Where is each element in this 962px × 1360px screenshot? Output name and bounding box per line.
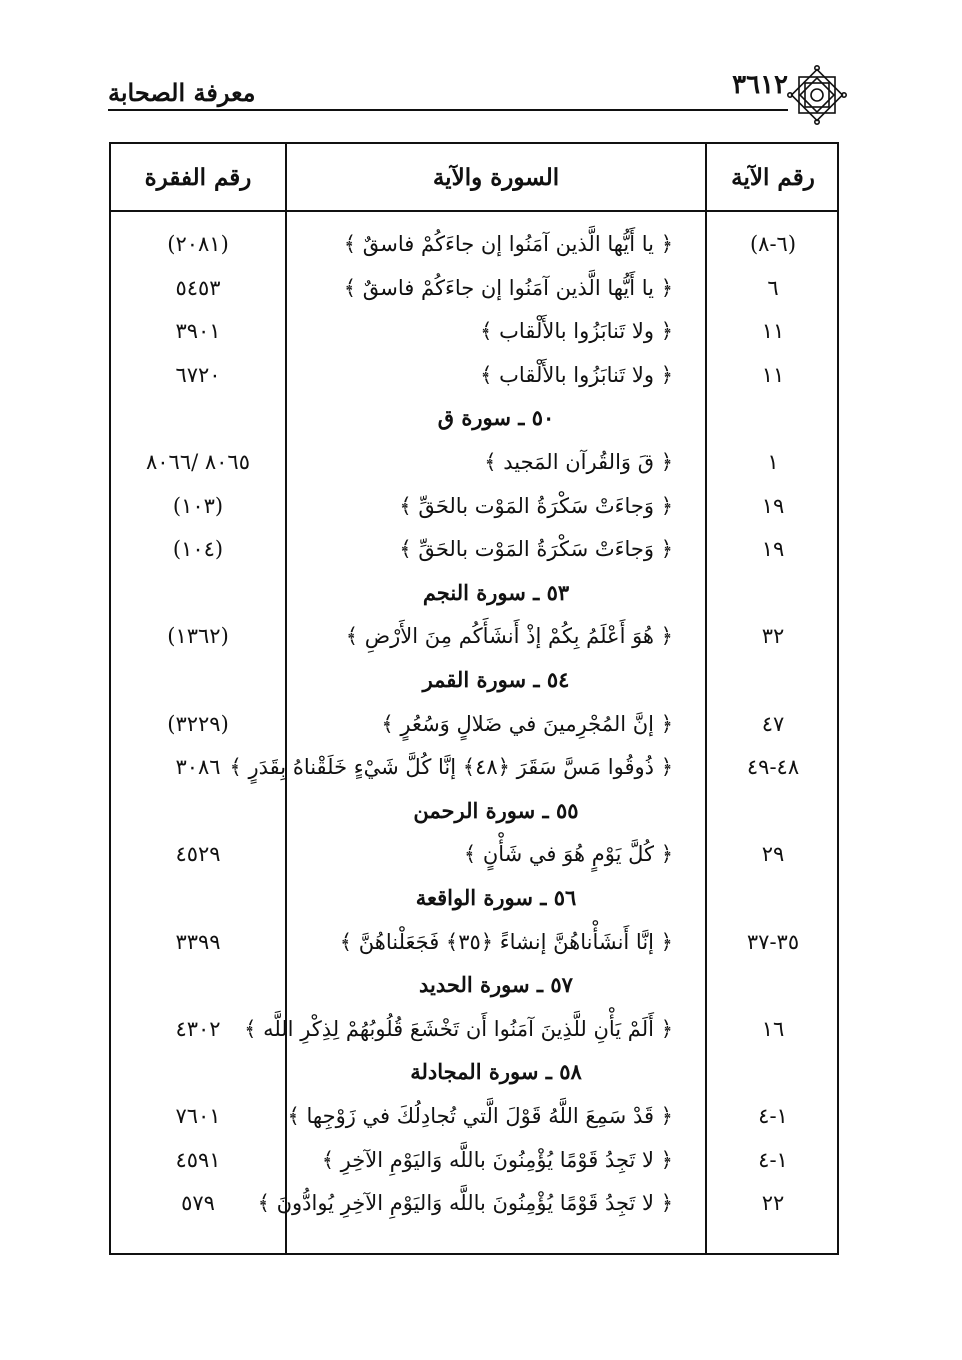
surah-heading-row [111, 1052, 837, 1092]
ayah-number-cell: ٦ [767, 275, 779, 300]
verse-text-cell: ﴿ يا أَيُّها الَّذين آمَنُوا إن جاءَكُمْ فاسقٌ ﴾ [343, 232, 673, 256]
table-row [111, 704, 837, 744]
ayah-number-cell: ٢٩ [761, 842, 785, 867]
paragraph-number-cell: ٣٣٩٩ [175, 929, 221, 954]
verse-text-cell: ﴿ قَ وَالقُرآن المَجيد ﴾ [484, 450, 673, 474]
ayah-number-cell: ١٩ [761, 537, 785, 562]
surah-title: ٥٦ ـ سورة الواقعة [415, 885, 577, 910]
surah-heading-row [111, 878, 837, 918]
table-row [111, 1096, 837, 1136]
verse-text-cell: ﴿ ولا تَنابَزُوا بالأَلْقاب ﴾ [480, 319, 673, 344]
verse-text-cell: ﴿ ولا تَنابَزُوا بالأَلْقاب ﴾ [480, 362, 673, 387]
table-row [111, 1140, 837, 1180]
table-row [111, 355, 837, 395]
ayah-number-cell: ١١ [761, 362, 785, 387]
table-row [111, 747, 837, 787]
verse-text-cell: ﴿ وَجاءَتْ سَكْرَةُ المَوْت بالحَقِّ ﴾ [399, 537, 673, 562]
paragraph-number-cell: ٥٤٥٣ [175, 275, 221, 300]
verse-text-cell: ﴿ وَجاءَتْ سَكْرَةُ المَوْت بالحَقِّ ﴾ [399, 493, 673, 518]
surah-heading-row [111, 398, 837, 438]
ayah-number-cell: ٤٧ [761, 711, 785, 736]
page-number: ٣٦١٢ [732, 70, 788, 100]
verse-text-cell: ﴿ لا تَجِدُ قَوْمًا يُؤْمِنُونَ باللَّه وَاليَوْمِ الآخِرِ ﴾ [321, 1147, 673, 1172]
table-row [111, 1183, 837, 1223]
paragraph-number-cell: (١٣٦٢) [167, 624, 229, 649]
surah-title: ٥٠ ـ سورة ق [437, 405, 555, 431]
surah-title: ٥٤ ـ سورة القمر [422, 667, 570, 692]
verse-text-cell: ﴿ كُلَّ يَوْمٍ هُوَ في شَأْنٍ ﴾ [463, 842, 673, 867]
ayah-number-cell: ١-٤ [758, 1104, 788, 1128]
table-row [111, 442, 837, 482]
paragraph-number-cell: ٥٧٩ [181, 1191, 215, 1216]
verse-text-cell: ﴿ أَلَمْ يَأْنِ للَّذِينَ آمَنُوا أَن تَخْشَعَ قُلُوبُهُمْ لِذِكْرِ اللَّه ﴾ [244, 1016, 673, 1041]
verse-text-cell: ﴿ إنَّا أَنشَأْناهُنَّ إنشاءً ﴿٣٥﴾ فَجَعَلْناهُنَّ ﴾ [339, 929, 673, 954]
paragraph-number-cell: ٤٥٢٩ [175, 842, 221, 867]
verse-text-cell: ﴿ يا أَيُّها الَّذين آمَنُوا إن جاءَكُمْ فاسقٌ ﴾ [343, 275, 673, 300]
ayah-number-cell: ١١ [761, 319, 785, 344]
verse-text-cell: ﴿ قَدْ سَمِعَ اللَّهُ قَوْلَ الَّتي تُجادِلُكَ في زَوْجِها ﴾ [287, 1104, 673, 1128]
header-rule [108, 109, 788, 111]
surah-heading-row [111, 791, 837, 831]
column-header-paragraph-number: رقم الفقرة [144, 164, 252, 191]
table-row [111, 616, 837, 656]
paragraph-number-cell: ٦٧٢٠ [175, 362, 221, 387]
column-header-surah-ayah: السورة والآية [432, 164, 560, 191]
surah-heading-row [111, 965, 837, 1005]
star-ornament-icon [786, 64, 848, 126]
column-header-ayah-number: رقم الآية [731, 164, 815, 191]
table-row [111, 486, 837, 526]
surah-title: ٥٨ ـ سورة المجادلة [410, 1059, 582, 1085]
verse-text-cell: ﴿ ذُوقُوا مَسَّ سَقَرَ ﴿٤٨﴾ إنَّا كُلَّ شَيْءٍ خَلَقْناهُ بِقَدَرٍ ﴾ [229, 755, 673, 780]
ayah-number-cell: ١ [767, 450, 779, 474]
header-row-rule [111, 210, 837, 212]
paragraph-number-cell: ٨٠٦٥ /٨٠٦٦ [145, 450, 250, 474]
index-table [109, 142, 839, 1255]
table-row [111, 224, 837, 264]
surah-title: ٥٧ ـ سورة الحديد [419, 972, 573, 998]
table-row [111, 529, 837, 569]
surah-heading-row [111, 573, 837, 613]
paragraph-number-cell: (١٠٤) [172, 537, 224, 562]
ayah-number-cell: ٣٥-٣٧ [746, 929, 800, 954]
ayah-number-cell: ١٩ [761, 493, 785, 518]
paragraph-number-cell: ٣٩٠١ [175, 319, 221, 344]
surah-title: ٥٣ ـ سورة النجم [422, 579, 570, 605]
paragraph-number-cell: (١٠٣) [172, 493, 224, 518]
paragraph-number-cell: ٣٠٨٦ [175, 755, 221, 780]
surah-heading-row [111, 660, 837, 700]
verse-text-cell: ﴿ هُوَ أَعْلَمُ بِكُمْ إذْ أَنشَأَكُم مِنَ الأَرْضِ ﴾ [345, 624, 673, 649]
table-row [111, 834, 837, 874]
ayah-number-cell: ١-٤ [758, 1147, 788, 1172]
surah-title: ٥٥ ـ سورة الرحمن [413, 797, 579, 823]
table-row [111, 1009, 837, 1049]
verse-text-cell: ﴿ لا تَجِدُ قَوْمًا يُؤْمِنُونَ باللَّه وَاليَوْمِ الآخِرِ يُوادُّونَ ﴾ [257, 1191, 673, 1216]
ayah-number-cell: ٢٢ [761, 1191, 785, 1216]
paragraph-number-cell: ٤٥٩١ [175, 1147, 221, 1172]
ayah-number-cell: (٦-٨) [749, 232, 797, 256]
paragraph-number-cell: (٣٢٢٩) [167, 711, 229, 736]
ayah-number-cell: ١٦ [761, 1016, 785, 1041]
table-row [111, 268, 837, 308]
book-title: معرفة الصحابة [108, 78, 256, 107]
ayah-number-cell: ٤٨-٤٩ [746, 755, 800, 780]
ayah-number-cell: ٣٢ [761, 624, 785, 649]
paragraph-number-cell: ٤٣٠٢ [175, 1016, 221, 1041]
table-row [111, 922, 837, 962]
verse-text-cell: ﴿ إنَّ المُجْرِمينَ في ضَلالٍ وَسُعُرٍ ﴾ [381, 711, 673, 736]
paragraph-number-cell: ٧٦٠١ [175, 1104, 221, 1128]
table-row [111, 311, 837, 351]
paragraph-number-cell: (٢٠٨١) [167, 232, 229, 256]
